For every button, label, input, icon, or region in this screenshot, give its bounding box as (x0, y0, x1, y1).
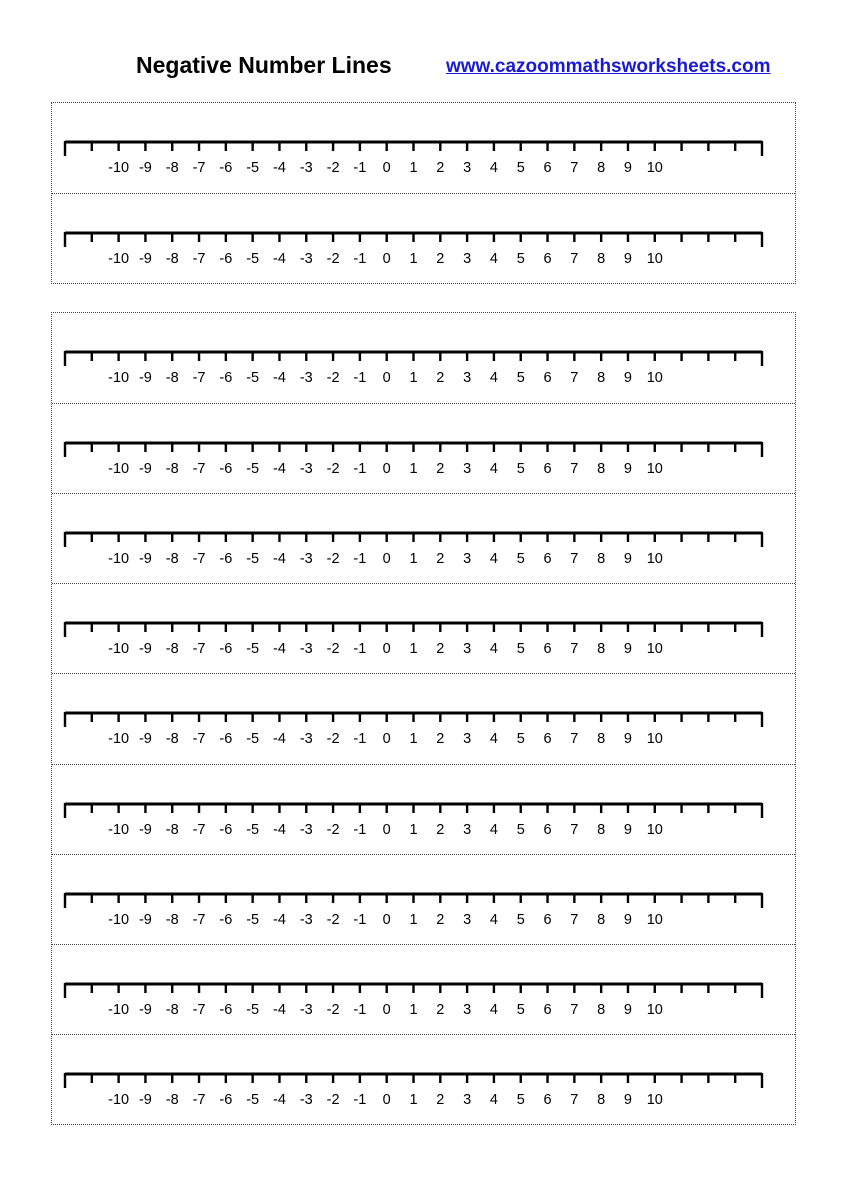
number-line-label: 7 (570, 821, 579, 838)
number-line-label: 9 (623, 1091, 633, 1108)
worksheet-header (0, 52, 849, 86)
number-line-label: 10 (646, 731, 663, 748)
number-line-label: 4 (489, 370, 498, 386)
number-line-label: -3 (299, 641, 313, 658)
number-line-label: 1 (409, 1091, 418, 1108)
number-line-label: 2 (436, 641, 445, 658)
number-line-label: -1 (353, 370, 367, 386)
number-line-label: -10 (108, 160, 130, 176)
number-line-label: 0 (382, 160, 391, 176)
number-line-label: -4 (273, 641, 286, 658)
number-line-label: 3 (463, 821, 472, 838)
number-line-label: -2 (326, 731, 340, 748)
number-line-label: 7 (570, 160, 579, 176)
number-line-label: 9 (623, 461, 633, 478)
number-line-label: 2 (436, 821, 445, 838)
number-line-label: 1 (409, 911, 418, 928)
number-line-label: 2 (436, 251, 445, 267)
number-line-label: 5 (516, 1091, 525, 1108)
number-line-label: 6 (543, 251, 552, 267)
number-line-label: -2 (326, 641, 340, 658)
number-line (52, 674, 795, 764)
number-line-label: -8 (165, 370, 179, 386)
number-line-strip (52, 313, 795, 403)
number-line-label: 2 (436, 1001, 445, 1018)
number-line-label: -9 (138, 911, 152, 928)
number-line-label: 2 (436, 461, 445, 478)
number-line-label: -8 (165, 731, 179, 748)
number-line-label: -3 (299, 551, 313, 568)
number-line-label: -2 (326, 370, 340, 386)
number-line (52, 584, 795, 674)
number-line-label: 1 (409, 1001, 418, 1018)
number-line-label: -6 (219, 731, 233, 748)
number-line-label: -6 (219, 370, 233, 386)
number-line-label: -5 (246, 731, 260, 748)
number-line-label: 2 (436, 551, 445, 568)
number-line-label: 4 (489, 551, 498, 568)
number-line-label: -8 (165, 821, 179, 838)
number-line-label: 6 (543, 1091, 552, 1108)
number-line-group-bottom (51, 312, 796, 1125)
number-line-label: -5 (246, 160, 260, 176)
number-line-label: -5 (246, 551, 260, 568)
number-line-label: 2 (436, 160, 445, 176)
number-line-label: 1 (409, 731, 418, 748)
number-line-label: 9 (623, 641, 633, 658)
number-line-label: -5 (246, 370, 260, 386)
number-line-label: -9 (138, 1001, 152, 1018)
number-line-label: -7 (192, 731, 206, 748)
number-line-label: 8 (597, 731, 606, 748)
number-line-label: -6 (219, 911, 233, 928)
number-line-label: 1 (409, 821, 418, 838)
number-line-label: -10 (108, 251, 130, 267)
number-line-label: 0 (382, 821, 391, 838)
number-line-label: -9 (138, 821, 152, 838)
number-line-label: 3 (463, 1091, 472, 1108)
number-line (52, 103, 795, 193)
number-line-label: -10 (108, 1001, 130, 1018)
number-line-label: -4 (273, 160, 286, 176)
number-line-label: 9 (623, 821, 633, 838)
number-line-label: 3 (463, 251, 472, 267)
number-line-label: 5 (516, 911, 525, 928)
number-line-label: 9 (623, 551, 633, 568)
number-line-label: 8 (597, 641, 606, 658)
number-line-label: -8 (165, 1001, 179, 1018)
number-line-label: -9 (138, 461, 152, 478)
number-line-label: -5 (246, 1001, 260, 1018)
number-line-label: -6 (219, 641, 233, 658)
number-line-label: 6 (543, 461, 552, 478)
number-line-label: 5 (516, 1001, 525, 1018)
number-line-strip (52, 1034, 795, 1125)
number-line-label: 3 (463, 551, 472, 568)
number-line-label: 4 (489, 461, 498, 478)
number-line-label: -3 (299, 821, 313, 838)
number-line-label: 7 (570, 461, 579, 478)
number-line-label: -1 (353, 1001, 367, 1018)
number-line-label: -4 (273, 821, 286, 838)
number-line-label: 3 (463, 1001, 472, 1018)
number-line-label: -1 (353, 160, 367, 176)
number-line-label: 2 (436, 1091, 445, 1108)
number-line-label: -4 (273, 551, 286, 568)
number-line-label: -3 (299, 251, 313, 267)
number-line-label: -6 (219, 1001, 233, 1018)
website-link[interactable]: www.cazoommathsworksheets.com (446, 56, 771, 77)
number-line-strip (52, 764, 795, 855)
number-line-label: -9 (138, 551, 152, 568)
number-line-label: -3 (299, 731, 313, 748)
number-line-label: -4 (273, 1001, 286, 1018)
number-line-label: -5 (246, 461, 260, 478)
number-line-label: 8 (597, 461, 606, 478)
number-line-label: 5 (516, 461, 525, 478)
number-line-label: 10 (646, 1091, 663, 1108)
number-line-label: 3 (463, 911, 472, 928)
number-line-label: -1 (353, 251, 367, 267)
number-line-label: -7 (192, 461, 206, 478)
number-line-label: 0 (382, 911, 391, 928)
number-line-label: -10 (108, 821, 130, 838)
number-line-label: -10 (108, 731, 130, 748)
number-line-label: 6 (543, 160, 552, 176)
number-line-label: -3 (299, 911, 313, 928)
number-line-label: -4 (273, 731, 286, 748)
number-line-label: 4 (489, 1001, 498, 1018)
number-line (52, 945, 795, 1035)
number-line-label: 6 (543, 821, 552, 838)
number-line-label: -6 (219, 251, 233, 267)
number-line-label: 10 (646, 251, 663, 267)
number-line-label: -8 (165, 251, 179, 267)
number-line-label: 10 (646, 1001, 663, 1018)
number-line-strip (52, 493, 795, 584)
number-line-label: 4 (489, 1091, 498, 1108)
number-line-label: -3 (299, 1091, 313, 1108)
number-line-label: -2 (326, 1091, 340, 1108)
number-line-label: -7 (192, 160, 206, 176)
number-line-label: 6 (543, 911, 552, 928)
number-line (52, 1035, 795, 1125)
number-line-label: -4 (273, 911, 286, 928)
number-line-label: 1 (409, 461, 418, 478)
number-line-label: -2 (326, 160, 340, 176)
number-line-label: -3 (299, 461, 313, 478)
number-line-label: -7 (192, 821, 206, 838)
number-line-label: -2 (326, 551, 340, 568)
number-line-label: 9 (623, 911, 633, 928)
number-line-label: -7 (192, 911, 206, 928)
number-line-label: 5 (516, 251, 525, 267)
number-line-label: 0 (382, 1091, 391, 1108)
number-line-label: 1 (409, 551, 418, 568)
number-line-label: 5 (516, 551, 525, 568)
number-line-label: 5 (516, 821, 525, 838)
number-line-label: -1 (353, 1091, 367, 1108)
number-line-label: -2 (326, 251, 340, 267)
number-line-label: 1 (409, 160, 418, 176)
number-line-label: 7 (570, 370, 579, 386)
number-line-label: -2 (326, 821, 340, 838)
number-line-label: -3 (299, 1001, 313, 1018)
number-line-label: 10 (646, 461, 663, 478)
number-line-strip (52, 103, 795, 193)
number-line-label: 10 (646, 911, 663, 928)
number-line-label: 9 (623, 160, 633, 176)
number-line-label: -4 (273, 251, 286, 267)
number-line-label: 8 (597, 911, 606, 928)
number-line (52, 313, 795, 403)
number-line-label: 5 (516, 641, 525, 658)
number-line-label: 7 (570, 1091, 579, 1108)
number-line-label: -5 (246, 911, 260, 928)
number-line-label: -8 (165, 1091, 179, 1108)
number-line-label: 2 (436, 911, 445, 928)
number-line-label: -4 (273, 370, 286, 386)
number-line-label: -5 (246, 1091, 260, 1108)
number-line-label: -7 (192, 1001, 206, 1018)
number-line-label: 3 (463, 641, 472, 658)
number-line-label: 1 (409, 251, 418, 267)
number-line-label: -6 (219, 1091, 233, 1108)
number-line-label: 4 (489, 160, 498, 176)
number-line-label: 0 (382, 370, 391, 386)
number-line-label: -10 (108, 370, 130, 386)
number-line-label: 7 (570, 731, 579, 748)
number-line-label: 0 (382, 731, 391, 748)
number-line-strip (52, 403, 795, 494)
number-line-label: 1 (409, 641, 418, 658)
number-line-strip (52, 193, 795, 284)
number-line-label: -1 (353, 911, 367, 928)
number-line-label: -1 (353, 821, 367, 838)
number-line-label: 9 (623, 731, 633, 748)
number-line-label: 3 (463, 370, 472, 386)
number-line-label: -2 (326, 911, 340, 928)
number-line (52, 494, 795, 584)
number-line-label: 0 (382, 1001, 391, 1018)
number-line-label: 4 (489, 641, 498, 658)
number-line-label: 8 (597, 821, 606, 838)
number-line-label: 10 (646, 370, 663, 386)
number-line-label: 3 (463, 160, 472, 176)
number-line-group-top (51, 102, 796, 284)
number-line (52, 194, 795, 284)
number-line-label: -7 (192, 551, 206, 568)
number-line-label: 4 (489, 821, 498, 838)
number-line-label: 7 (570, 251, 579, 267)
number-line-label: -1 (353, 551, 367, 568)
number-line-label: -9 (138, 370, 152, 386)
number-line-label: -6 (219, 160, 233, 176)
number-line-strip (52, 944, 795, 1035)
number-line-label: 10 (646, 551, 663, 568)
number-line-label: 8 (597, 370, 606, 386)
number-line-label: -3 (299, 160, 313, 176)
number-line-label: 7 (570, 641, 579, 658)
number-line-label: 10 (646, 821, 663, 838)
number-line-label: -6 (219, 461, 233, 478)
number-line-label: 6 (543, 731, 552, 748)
number-line-label: -6 (219, 551, 233, 568)
number-line-label: 8 (597, 251, 606, 267)
number-line-label: -7 (192, 641, 206, 658)
number-line-label: -1 (353, 641, 367, 658)
number-line-label: 8 (597, 1001, 606, 1018)
number-line-label: -8 (165, 160, 179, 176)
number-line-label: 6 (543, 1001, 552, 1018)
number-line-label: 7 (570, 911, 579, 928)
number-line-label: -9 (138, 160, 152, 176)
number-line-label: 3 (463, 731, 472, 748)
number-line-label: -10 (108, 641, 130, 658)
number-line-label: 9 (623, 251, 633, 267)
number-line (52, 404, 795, 494)
number-line-label: -10 (108, 551, 130, 568)
number-line-label: 5 (516, 370, 525, 386)
number-line-label: -4 (273, 1091, 286, 1108)
number-line-label: 8 (597, 160, 606, 176)
number-line-label: -5 (246, 251, 260, 267)
number-line-label: -8 (165, 911, 179, 928)
number-line-label: 6 (543, 551, 552, 568)
number-line-label: 2 (436, 731, 445, 748)
number-line-label: -9 (138, 641, 152, 658)
page-title: Negative Number Lines (136, 52, 392, 78)
number-line-label: -9 (138, 251, 152, 267)
number-line-label: -8 (165, 551, 179, 568)
number-line-label: -9 (138, 1091, 152, 1108)
number-line (52, 765, 795, 855)
number-line-label: -5 (246, 821, 260, 838)
number-line-label: 1 (409, 370, 418, 386)
number-line-label: -10 (108, 1091, 130, 1108)
number-line-label: 6 (543, 641, 552, 658)
number-line-label: 3 (463, 461, 472, 478)
number-line-label: 10 (646, 641, 663, 658)
number-line-label: 2 (436, 370, 445, 386)
number-line-label: -5 (246, 641, 260, 658)
number-line-strip (52, 583, 795, 674)
number-line-label: -7 (192, 251, 206, 267)
number-line-label: 8 (597, 1091, 606, 1108)
number-line-label: 7 (570, 1001, 579, 1018)
number-line-label: 0 (382, 641, 391, 658)
number-line-label: 10 (646, 160, 663, 176)
number-line-strip (52, 673, 795, 764)
number-line-label: 9 (623, 1001, 633, 1018)
number-line-label: -4 (273, 461, 286, 478)
number-line-label: 5 (516, 731, 525, 748)
number-line-label: -7 (192, 1091, 206, 1108)
number-line-label: -1 (353, 731, 367, 748)
number-line-label: -7 (192, 370, 206, 386)
number-line-label: 0 (382, 461, 391, 478)
number-line-label: 4 (489, 911, 498, 928)
number-line-label: 0 (382, 551, 391, 568)
number-line-label: -1 (353, 461, 367, 478)
number-line-label: -8 (165, 641, 179, 658)
number-line-label: -2 (326, 461, 340, 478)
number-line-label: -2 (326, 1001, 340, 1018)
number-line-label: 4 (489, 731, 498, 748)
number-line (52, 855, 795, 945)
number-line-label: -3 (299, 370, 313, 386)
number-line-label: -10 (108, 911, 130, 928)
number-line-label: -10 (108, 461, 130, 478)
number-line-label: 7 (570, 551, 579, 568)
number-line-strip (52, 854, 795, 945)
number-line-label: -6 (219, 821, 233, 838)
number-line-label: -9 (138, 731, 152, 748)
number-line-label: 4 (489, 251, 498, 267)
number-line-label: 9 (623, 370, 633, 386)
number-line-label: 0 (382, 251, 391, 267)
number-line-label: -8 (165, 461, 179, 478)
number-line-label: 8 (597, 551, 606, 568)
number-line-label: 6 (543, 370, 552, 386)
number-line-label: 5 (516, 160, 525, 176)
